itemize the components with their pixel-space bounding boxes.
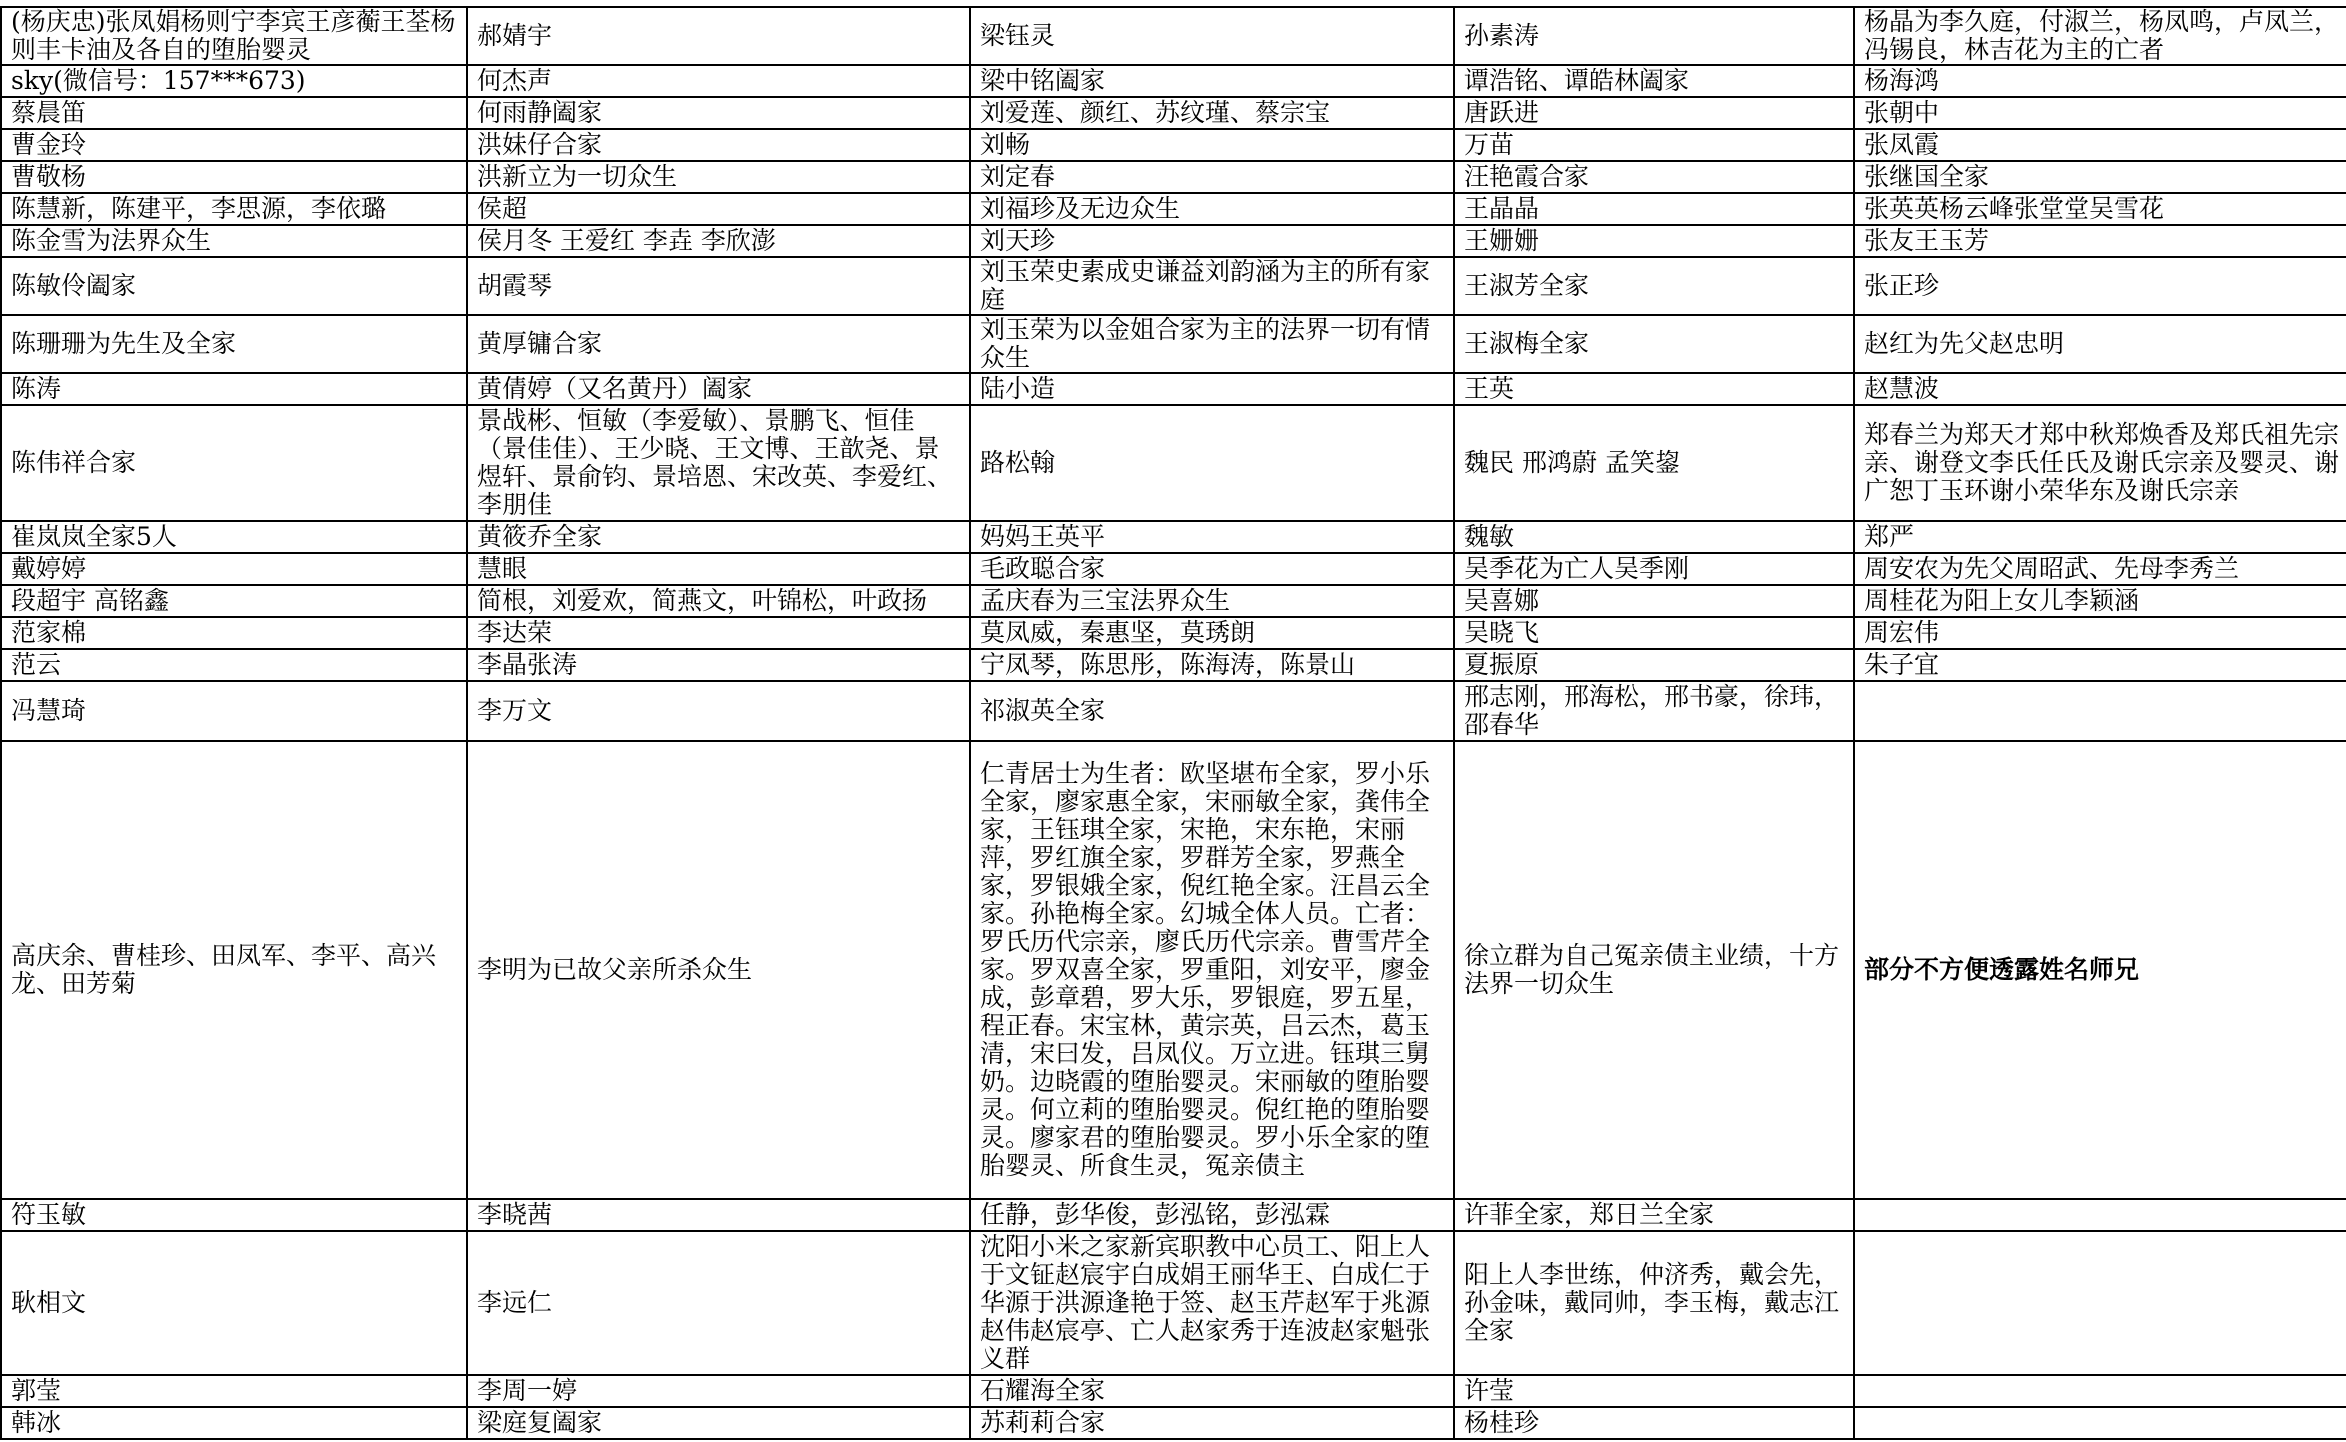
table-cell: 王晶晶 [1454,193,1854,225]
table-cell: 戴婷婷 [1,553,467,585]
table-cell: 张朝中 [1854,97,2346,129]
table-cell [1854,1407,2346,1439]
table-row [1,7,2346,65]
table-row [1,129,2346,161]
table-row [1,225,2346,257]
table-cell: 郭莹 [1,1375,467,1407]
table-cell: 慧眼 [467,553,970,585]
table-cell: 洪妹仔合家 [467,129,970,161]
table-cell: 宁凤琴，陈思彤，陈海涛，陈景山 [970,649,1454,681]
table-cell: 谭浩铭、谭皓林阖家 [1454,65,1854,97]
table-cell: 阳上人李世练，仲济秀，戴会先，孙金味，戴同帅，李玉梅，戴志江全家 [1454,1231,1854,1375]
table-cell [1854,681,2346,741]
table-cell: 洪新立为一切众生 [467,161,970,193]
table-cell: 周安农为先父周昭武、先母李秀兰 [1854,553,2346,585]
table-cell: 刘玉荣为以金姐合家为主的法界一切有情众生 [970,315,1454,373]
table-cell: 刘畅 [970,129,1454,161]
table-cell: 高庆余、曹桂珍、田凤军、李平、高兴龙、田芳菊 [1,741,467,1199]
table-cell: 邢志刚，邢海松，邢书豪，徐玮，邵春华 [1454,681,1854,741]
table-row [1,617,2346,649]
table-cell: 冯慧琦 [1,681,467,741]
table-cell: 张凤霞 [1854,129,2346,161]
table-row [1,1231,2346,1375]
table-cell: 路松翰 [970,405,1454,521]
table-cell: 汪艳霞合家 [1454,161,1854,193]
table-cell: 刘福珍及无边众生 [970,193,1454,225]
table-cell: 杨桂珍 [1454,1407,1854,1439]
table-cell: 沈阳小米之家新宾职教中心员工、阳上人于文钲赵宸宇白成娟王丽华王、白成仁于华源于洪源逢艳于签、赵玉芹赵军于兆源赵伟赵宸亭、亡人赵家秀于连波赵家魁张义群 [970,1231,1454,1375]
table-cell: 任静，彭华俊，彭泓铭，彭泓霖 [970,1199,1454,1231]
table-row [1,1407,2346,1439]
table-row [1,521,2346,553]
table-cell: 梁钰灵 [970,7,1454,65]
table-cell: 杨晶为李久庭，付淑兰，杨凤鸣，卢凤兰，冯锡良，林吉花为主的亡者 [1854,7,2346,65]
table-cell: 黄厚镛合家 [467,315,970,373]
table-cell [1854,1231,2346,1375]
table-row [1,405,2346,521]
table-cell: 刘定春 [970,161,1454,193]
table-cell: 许菲全家，郑日兰全家 [1454,1199,1854,1231]
table-row [1,585,2346,617]
table-cell: 耿相文 [1,1231,467,1375]
table-cell: 王姗姗 [1454,225,1854,257]
table-row [1,257,2346,315]
table-row [1,741,2346,1199]
table-cell: 李远仁 [467,1231,970,1375]
table-cell: 曹金玲 [1,129,467,161]
table-cell: 李周一婷 [467,1375,970,1407]
table-cell: 郑严 [1854,521,2346,553]
table-cell: 孟庆春为三宝法界众生 [970,585,1454,617]
table-cell: 杨海鸿 [1854,65,2346,97]
table-row [1,161,2346,193]
table-row [1,193,2346,225]
table-cell: 简根，刘爱欢，简燕文，叶锦松，叶政扬 [467,585,970,617]
table-row [1,1375,2346,1407]
table-cell: 吴喜娜 [1454,585,1854,617]
table-row [1,1199,2346,1231]
table-cell: 魏民 邢鸿蔚 孟笑鋆 [1454,405,1854,521]
table-cell: 祁淑英全家 [970,681,1454,741]
table-cell: 苏莉莉合家 [970,1407,1454,1439]
table-cell: 陆小造 [970,373,1454,405]
table-cell: 陈敏伶阖家 [1,257,467,315]
table-cell: 胡霞琴 [467,257,970,315]
table-cell: 刘天珍 [970,225,1454,257]
table-row [1,553,2346,585]
table-cell: 黄倩婷（又名黄丹）阖家 [467,373,970,405]
table-cell: 妈妈王英平 [970,521,1454,553]
table-cell: 何杰声 [467,65,970,97]
table-cell: 崔岚岚全家5人 [1,521,467,553]
table-cell: 莫凤威，秦惠坚，莫琇朗 [970,617,1454,649]
table-cell: 李晓茜 [467,1199,970,1231]
table-cell: 张继国全家 [1854,161,2346,193]
table-row [1,649,2346,681]
table-cell: 梁中铭阖家 [970,65,1454,97]
table-cell: 李万文 [467,681,970,741]
table-cell: 吴季花为亡人吴季刚 [1454,553,1854,585]
table-cell: 范家棉 [1,617,467,649]
table-cell: 张友王玉芳 [1854,225,2346,257]
table-row [1,681,2346,741]
table-cell: 魏敏 [1454,521,1854,553]
table-cell: 李晶张涛 [467,649,970,681]
table-cell: 何雨静阖家 [467,97,970,129]
table-cell: 王英 [1454,373,1854,405]
table-cell: 张正珍 [1854,257,2346,315]
table-cell: 蔡晨笛 [1,97,467,129]
table-cell: 陈慧新，陈建平，李思源，李依璐 [1,193,467,225]
table-row [1,373,2346,405]
table-cell: 黄筱乔全家 [467,521,970,553]
table-cell: 刘爱莲、颜红、苏纹瑾、蔡宗宝 [970,97,1454,129]
table-cell: 唐跃进 [1454,97,1854,129]
dedication-name-table [0,6,2346,1440]
table-cell: 夏振原 [1454,649,1854,681]
table-cell: 刘玉荣史素成史谦益刘韵涵为主的所有家庭 [970,257,1454,315]
table-cell: 周桂花为阳上女儿李颖涵 [1854,585,2346,617]
table-cell: 景战彬、恒敏（李爱敏）、景鹏飞、恒佳（景佳佳）、王少晓、王文博、王歆尧、景煜轩、景俞钧、景培恩、宋改英、李爱红、李朋佳 [467,405,970,521]
table-cell: 陈伟祥合家 [1,405,467,521]
table-cell: 曹敬杨 [1,161,467,193]
table-cell: 陈金雪为法界众生 [1,225,467,257]
table-row [1,315,2346,373]
table-cell: 郝婧宇 [467,7,970,65]
table-row [1,65,2346,97]
table-cell: 徐立群为自己冤亲债主业绩，十方法界一切众生 [1454,741,1854,1199]
table-cell: 侯月冬 王爱红 李垚 李欣澎 [467,225,970,257]
table-cell: 周宏伟 [1854,617,2346,649]
table-cell: 仁青居士为生者：欧坚堪布全家，罗小乐全家，廖家惠全家，宋丽敏全家，龚伟全家，王钰琪全家，宋艳，宋东艳，宋丽萍，罗红旗全家，罗群芳全家，罗燕全家，罗银娥全家，倪红艳全家。汪昌云全家。孙艳梅全家。幻城全体人员。亡者：罗氏历代宗亲，廖氏历代宗亲。曹雪芹全家。罗双喜全家，罗重阳，刘安平，廖金成，彭章碧，罗大乐，罗银庭，罗五星，程正春。宋宝林，黄宗英，吕云杰，葛玉清，宋曰发，吕凤仪。万立进。钰琪三舅奶。边晓霞的堕胎婴灵。宋丽敏的堕胎婴灵。何立莉的堕胎婴灵。倪红艳的堕胎婴灵。廖家君的堕胎婴灵。罗小乐全家的堕胎婴灵、所食生灵，冤亲债主 [970,741,1454,1199]
table-cell: 王淑芳全家 [1454,257,1854,315]
table-cell: 许莹 [1454,1375,1854,1407]
table-cell: 王淑梅全家 [1454,315,1854,373]
table-cell: 符玉敏 [1,1199,467,1231]
table-cell: 李明为已故父亲所杀众生 [467,741,970,1199]
table-cell: 部分不方便透露姓名师兄 [1854,741,2346,1199]
table-cell: 吴晓飞 [1454,617,1854,649]
table-cell: 毛政聪合家 [970,553,1454,585]
table-cell: 赵红为先父赵忠明 [1854,315,2346,373]
table-cell: 陈涛 [1,373,467,405]
table-cell [1854,1375,2346,1407]
table-cell: 陈珊珊为先生及全家 [1,315,467,373]
table-cell: 段超宇 高铭鑫 [1,585,467,617]
table-cell: 石耀海全家 [970,1375,1454,1407]
table-cell: 赵慧波 [1854,373,2346,405]
table-row [1,97,2346,129]
table-cell: 梁庭复阖家 [467,1407,970,1439]
table-cell: 韩冰 [1,1407,467,1439]
table-cell: 张英英杨云峰张堂堂吴雪花 [1854,193,2346,225]
table-cell: 孙素涛 [1454,7,1854,65]
table-cell: 万苗 [1454,129,1854,161]
table-cell: 侯超 [467,193,970,225]
table-cell [1854,1199,2346,1231]
table-cell: sky(微信号：157***673) [1,65,467,97]
table-cell: 李达荣 [467,617,970,649]
table-cell: (杨庆忠)张凤娟杨则宁李宾王彦蘅王荃杨则丰卡油及各自的堕胎婴灵 [1,7,467,65]
table-cell: 郑春兰为郑天才郑中秋郑焕香及郑氏祖先宗亲、谢登文李氏任氏及谢氏宗亲及婴灵、谢广恕丁玉环谢小荣华东及谢氏宗亲 [1854,405,2346,521]
table-cell: 朱子宜 [1854,649,2346,681]
table-cell: 范云 [1,649,467,681]
